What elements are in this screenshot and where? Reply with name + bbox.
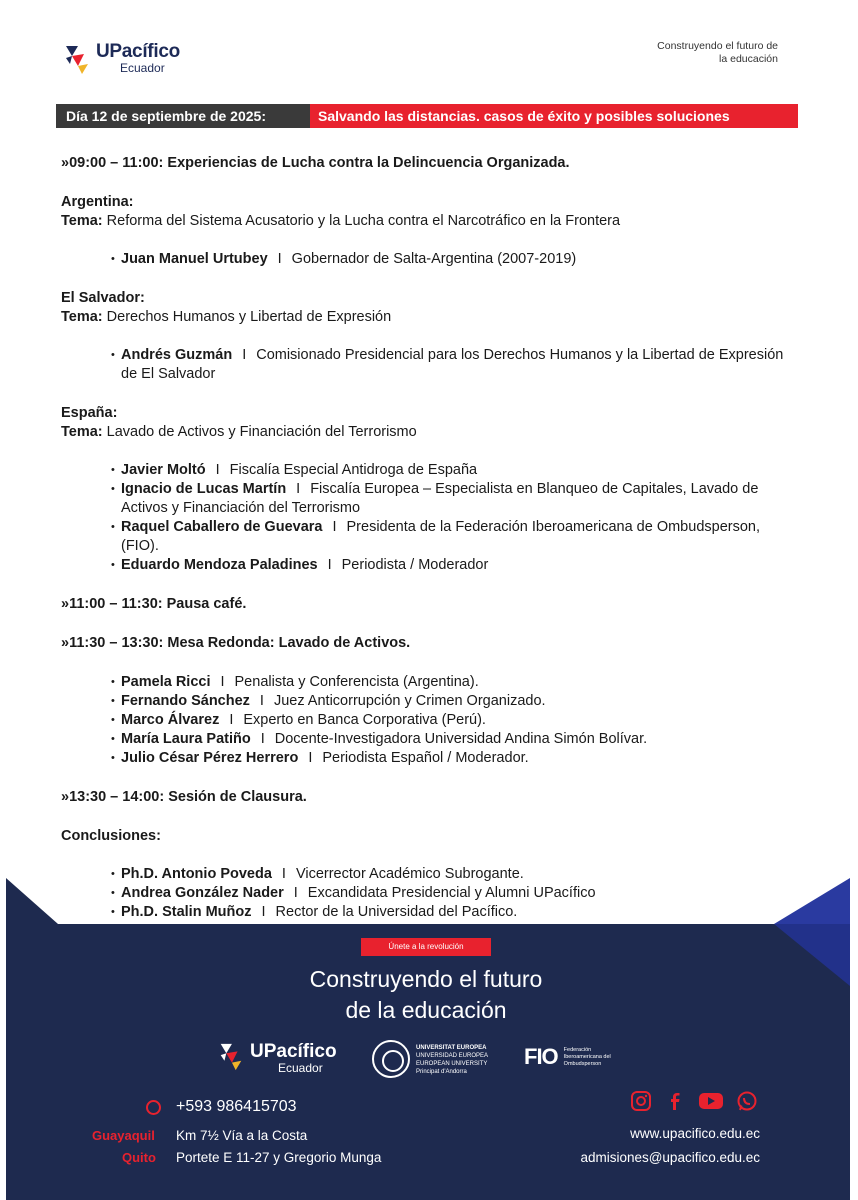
footer-corner-right [774,878,850,924]
tema-line: Tema: Reforma del Sistema Acusatorio y la Lucha contra el Narcotráfico en la Frontera [61,213,621,229]
footer-upacifico-logo: UPacífico Ecuador [218,1042,337,1075]
country-heading: El Salvador: [61,290,145,306]
speaker-list [113,346,801,384]
whatsapp-icon [146,1100,161,1115]
email-link[interactable]: admisiones@upacifico.edu.ec [580,1150,760,1165]
fio-logo: FIO Federación Iberoamericana del Ombudsperson [524,1044,611,1069]
footer-corner-right-lower [774,924,850,986]
instagram-icon[interactable] [630,1090,652,1112]
brand-sub: Ecuador [120,61,165,75]
upacifico-mark-icon [218,1042,246,1072]
speaker-item: • Javier Moltó I Fiscalía Especial Antidroga de España [113,461,801,480]
whatsapp-icon[interactable] [736,1090,758,1112]
phone-number[interactable]: +593 986415703 [176,1098,297,1115]
country-heading: España: [61,405,118,421]
city-quito: Quito [122,1150,156,1165]
website-link[interactable]: www.upacifico.edu.ec [630,1126,760,1141]
universitat-europea-seal-icon [372,1040,410,1078]
footer-motto: Construyendo el futuro de la educación [309,966,543,1023]
upacifico-mark-icon [64,44,90,76]
speaker-item: • Marco Álvarez I Experto en Banca Corporativa (Perú). [113,711,801,730]
speaker-item: • Ph.D. Antonio Poveda I Vicerrector Académico Subrogante. [113,865,801,884]
city-guayaquil: Guayaquil [92,1128,155,1143]
day-bar [56,104,798,128]
speaker-item: • Eduardo Mendoza Paladines I Periodista / Moderador [113,556,801,575]
speaker-item: • Pamela Ricci I Penalista y Conferencista (Argentina). [113,673,801,692]
universitat-europea-logo: UNIVERSITAT EUROPEA UNIVERSIDAD EUROPEA EUROPEAN UNIVERSITY Principat d'Andorra [416,1045,489,1075]
country-heading: Argentina: [61,194,134,210]
day-title: Salvando las distancias. casos de éxito y posibles soluciones [310,104,798,128]
conclusiones-heading: Conclusiones: [61,828,161,844]
youtube-icon[interactable] [698,1090,724,1112]
speaker-item: • Ignacio de Lucas Martín I Fiscalía Europea – Especialista en Blanqueo de Capitales, Lavado de Activos y Financiación del Terrorismo [113,480,801,518]
social-icons [630,1090,758,1112]
time-slot: »11:00 – 11:30: Pausa café. [61,596,247,612]
tema-line: Tema: Lavado de Activos y Financiación del Terrorismo [61,424,417,440]
tema-line: Tema: Derechos Humanos y Libertad de Expresión [61,309,392,325]
speaker-item: • Ph.D. Stalin Muñoz I Rector de la Universidad del Pacífico. [113,903,801,922]
speaker-list [113,673,801,768]
speaker-item: • Raquel Caballero de Guevara I Presidenta de la Federación Iberoamericana de Ombudsperson, (FIO). [113,518,801,556]
speaker-list [113,865,801,922]
flyer-page [6,0,850,1200]
speaker-list [113,250,801,269]
header-tagline: Construyendo el futuro de la educación [657,40,778,65]
upacifico-logo [64,42,180,76]
address-guayaquil: Km 7½ Vía a la Costa [176,1128,308,1143]
program-content [61,154,801,922]
time-slot: »13:30 – 14:00: Sesión de Clausura. [61,789,307,805]
facebook-icon[interactable] [664,1090,686,1112]
address-quito: Portete E 11-27 y Gregorio Munga [176,1150,382,1165]
brand-name: UPacífico [96,41,180,62]
speaker-item: • Juan Manuel Urtubey I Gobernador de Salta-Argentina (2007-2019) [113,250,801,269]
join-badge: Únete a la revolución [361,938,491,956]
speaker-list [113,461,801,575]
speaker-item: • Julio César Pérez Herrero I Periodista Español / Moderador. [113,749,801,768]
time-slot: »11:30 – 13:30: Mesa Redonda: Lavado de Activos. [61,635,411,651]
footer-corner-left [6,878,58,924]
speaker-item: • Fernando Sánchez I Juez Anticorrupción y Crimen Organizado. [113,692,801,711]
day-date: Día 12 de septiembre de 2025: [56,104,310,128]
speaker-item: • Andrés Guzmán I Comisionado Presidencial para los Derechos Humanos y la Libertad de Expresión de El Salvador [113,346,801,384]
speaker-item: • María Laura Patiño I Docente-Investigadora Universidad Andina Simón Bolívar. [113,730,801,749]
time-slot: »09:00 – 11:00: Experiencias de Lucha contra la Delincuencia Organizada. [61,155,570,171]
speaker-item: • Andrea González Nader I Excandidata Presidencial y Alumni UPacífico [113,884,801,903]
